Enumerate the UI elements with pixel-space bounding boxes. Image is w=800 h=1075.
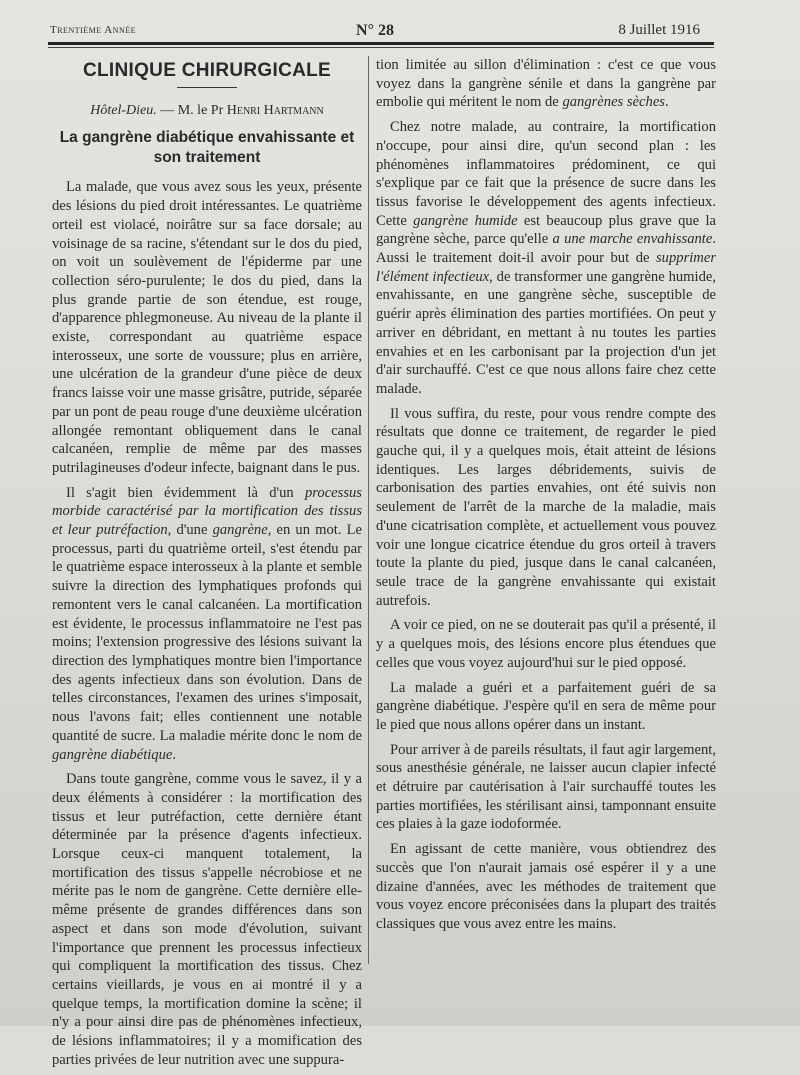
header-rule: [48, 42, 714, 45]
byline-place: Hôtel-Dieu.: [90, 102, 157, 118]
header-date: 8 Juillet 1916: [618, 22, 700, 38]
header-year: Trentième Année: [50, 24, 137, 36]
byline-author: Henri Hartmann: [226, 102, 324, 118]
column-separator: [368, 56, 369, 964]
left-column: [52, 56, 362, 1075]
header-rule-thin: [48, 47, 714, 48]
paragraph-3: Dans toute gangrène, comme vous le savez, il y a deux éléments à considérer : la mortification des tissus et leur putréfaction, cette dernière étant déterminée par la présence d'agents infectieux. Lorsque ceux-ci manquent totalement, la mortification des tissus s'appelle nécrobiose et ne mérite pas le nom de gangrène. Cette dernière elle-même présente de grandes différences dans son aspect et dans son mode d'évolution, suivant l'importance que prennent les processus infectieux qui compliquent la mortification des tissus. Chez certains vieillards, je vous en ai montré il y a quelque temps, la mortification domine la scène; il n'y a pour ainsi dire pas de phénomènes infectieux, de lésions inflammatoires; il y a momification des parties privées de leur nutrition avec une suppura-: [52, 771, 362, 1068]
byline: [52, 102, 362, 121]
paragraph-2: Il s'agit bien évidemment là d'un processus morbide caractérisé par la mortification des tissus et leur putréfaction, d'une gangrène, en un mot. Le processus, parti du quatrième orteil, s'est étendu par le quatrième espace interosseux à la plante et semble suivre la direction des lymphatiques profonds qui remontent vers le canal calcanéen. La mortification est évidente, le processus inflammatoire ne l'est pas moins; l'extension progressive des lésions suivant la direction des lymphatiques montre bien l'importance des agents infectieux dans son évolution. Dans de telles circonstances, l'examen des urines s'imposait, nous l'avons fait; elles contiennent une notable quantité de sucre. La maladie mérite donc le nom de gangrène diabétique.: [52, 484, 362, 763]
paragraph-5: Chez notre malade, au contraire, la mortification n'occupe, pour ainsi dire, qu'un second plan : les phénomènes inflammatoires prédominent, ce qui s'explique par ce fait que la présence de sucre dans les tissus favorise le développement des agents infectieux. Cette gangrène humide est beaucoup plus grave que la gangrène sèche, parce qu'elle a une marche envahissante. Aussi le traitement doit-il avoir pour but de supprimer l'élément infectieux, de transformer une gangrène humide, envahissante, en une gangrène sèche, susceptible de guérir après élimination des parties mortifiées. On peut y arriver en débridant, en mettant à nu toutes les parties envahies et en les carbonisant par la projection d'un jet d'air surchauffé. C'est ce que nous allons faire chez cette malade.: [376, 119, 717, 397]
header-issue-number: N° 28: [356, 22, 394, 39]
paragraph-10: En agissant de cette manière, vous obtiendrez des succès que l'on n'aurait jamais osé espérer il y a une dizaine d'années, avec les méthodes de traitement que vous voyez encore préconisées dans la plupart des traités classiques que vous avez entre les mains.: [376, 841, 716, 932]
paragraph-4: tion limitée au sillon d'élimination : c'est ce que vous voyez dans la gangrène sénile et dans la gangrène par embolie qui méritent le nom de gangrènes sèches.: [376, 57, 716, 111]
paragraph-8: La malade a guéri et a parfaitement guéri de sa gangrène diabétique. J'espère qu'il en sera de même pour le pied que nous allons opérer dans un instant.: [376, 679, 716, 733]
byline-sep: — M. le Pr: [156, 102, 227, 118]
title-divider: [177, 87, 237, 88]
article-subtitle: La gangrène diabétique envahissante et son traitement: [59, 129, 355, 167]
right-column: [376, 56, 716, 940]
paragraph-6: Il vous suffira, du reste, pour vous rendre compte des résultats que donne ce traitement, de regarder le pied gauche qui, il y a quelques mois, était atteint de lésions identiques. Les larges débridements, suivis de carbonisation des parties envahies, ont été suivis non seulement de l'arrêt de la marche de la maladie, mais d'une cicatrisation complète, et actuellement vous pouvez voir une longue cicatrice étendue du gros orteil à travers toute la plante du pied, jusque dans le canal calcanéen, seule trace de la gangrène envahissante qui existait autrefois.: [376, 405, 716, 609]
section-title: CLINIQUE CHIRURGICALE: [82, 60, 332, 81]
paragraph-9: Pour arriver à de pareils résultats, il faut agir largement, sous anesthésie générale, ne laisser aucun clapier infecté et détruire par cautérisation à l'air surchauffé toutes les parties mortifiées, les stérilisant ainsi, tamponnant ensuite ces plaies à la gaze iodoformée.: [376, 741, 716, 833]
page-header: [50, 22, 700, 42]
paragraph-7: A voir ce pied, on ne se douterait pas qu'il a présenté, il y a quelques mois, des lésions encore plus étendues que celles que vous voyez aujourd'hui sur le pied opposé.: [376, 617, 716, 671]
paragraph-1: La malade, que vous avez sous les yeux, présente des lésions du pied droit intéressantes. Le quatrième orteil est violacé, noirâtre sur sa face dorsale; au voisinage de sa racine, s'étendant sur le dos du pied, on voit un soulèvement de l'épiderme par une collection séro-purulente; le dos du pied, dans la plus grande partie de son étendue, est rouge, d'apparence phlegmoneuse. Au niveau de la plante il existe, correspondant au quatrième espace interosseux, une sorte de voussure; plus en arrière, une ulcération de la grandeur d'une pièce de deux francs laisse voir une masse grisâtre, putride, séparée par un pont de peau rouge d'une deuxième ulcération allongée remontant obliquement dans le canal calcanéen, remplie de même par des masses putrilagineuses d'odeur infecte, baignant dans le pus.: [52, 179, 362, 476]
